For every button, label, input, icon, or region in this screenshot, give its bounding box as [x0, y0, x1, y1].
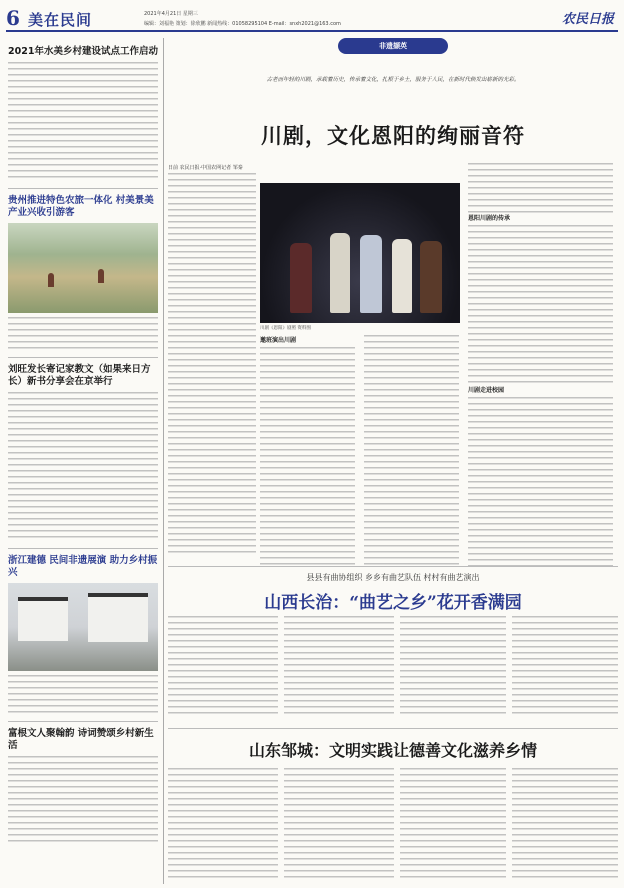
article-byline: 日前 农民日报·中国农网记者 邹秦 [168, 165, 243, 171]
divider [8, 548, 158, 549]
article-col-1 [168, 163, 256, 553]
article-col-1-body [168, 173, 256, 553]
divider [168, 566, 618, 567]
article-col-3 [364, 335, 459, 565]
divider [168, 728, 618, 729]
article-col-2 [260, 335, 355, 567]
article-col-4-body-b [468, 225, 613, 385]
main-area [168, 38, 618, 884]
headline-sichuan-opera[interactable]: 川剧，文化恩阳的绚丽音符 [261, 123, 525, 148]
shanxi-col-2 [284, 616, 394, 716]
house-shape [18, 597, 68, 641]
lead-paragraph: 古老而年轻的川剧，承载着历史，传承着文化，扎根于乡土，服务于人民，在新时代焕发出崭新的光彩。 [266, 77, 520, 83]
shanxi-col-4 [512, 616, 618, 716]
photo-caption: 川剧《恩阳》剧照 资料图 [260, 326, 311, 331]
shandong-col-2-body [284, 768, 394, 880]
left-column [8, 40, 158, 885]
left-article-4 [8, 555, 158, 715]
left-article-3-title[interactable]: 刘旺发长寄记家教文（如果来日方长）新书分享会在京举行 [8, 364, 151, 387]
left-article-1-title[interactable]: 2021年水美乡村建设试点工作启动 [8, 46, 158, 57]
section-head-1: 邀班演出川剧 [260, 337, 297, 344]
page-number: 6 [6, 6, 20, 30]
article-col-4 [468, 163, 613, 567]
section-head-3: 川剧走进校园 [468, 387, 505, 394]
shanxi-col-4-body [512, 616, 618, 716]
performer [392, 239, 412, 313]
rice-field-photo [8, 223, 158, 313]
shanxi-col-2-body [284, 616, 394, 716]
shandong-col-1 [168, 768, 278, 880]
shanxi-col-3-body [400, 616, 506, 716]
column-divider [163, 38, 164, 884]
performer [360, 235, 382, 313]
shandong-col-3 [400, 768, 506, 880]
column-banner: 非遗撷英 [338, 38, 448, 54]
page-header [6, 4, 618, 32]
divider [8, 357, 158, 358]
masthead-logo: 农民日报 [561, 12, 614, 27]
section-head-2: 恩阳川剧的传承 [468, 215, 511, 222]
left-article-2-title[interactable]: 贵州推进特色农旅一体化 村美景美产业兴收引游客 [8, 195, 154, 218]
shanxi-col-3 [400, 616, 506, 716]
left-article-5-title[interactable]: 富根文人聚翰韵 诗词赞颂乡村新生活 [8, 728, 154, 751]
article-col-3-body [364, 335, 459, 565]
performer [290, 243, 312, 313]
article-col-2-body [260, 347, 355, 567]
farmer-figure [48, 273, 54, 287]
shanxi-subtitle: 县县有曲协组织 乡乡有曲艺队伍 村村有曲艺演出 [306, 573, 480, 582]
left-article-1-body [8, 62, 158, 182]
shanxi-col-1-body [168, 616, 278, 716]
shanxi-col-1 [168, 616, 278, 716]
divider [8, 188, 158, 189]
performer [420, 241, 442, 313]
editor-line: 编辑：刘福艳 策划：徐欣鹏 新闻热线：01058295104 E-mail：snxh2021@163.com [144, 21, 341, 27]
shandong-col-4 [512, 768, 618, 880]
shandong-col-1-body [168, 768, 278, 880]
left-article-2 [8, 195, 158, 351]
farmer-figure [98, 269, 104, 283]
shandong-col-3-body [400, 768, 506, 880]
divider [8, 721, 158, 722]
issue-date: 2021年4月21日 星期三 [144, 11, 198, 17]
left-article-4-title[interactable]: 浙江建德 民间非遗展演 助力乡村振兴 [8, 555, 158, 578]
village-festival-photo [8, 583, 158, 671]
article-col-4-body-a [468, 163, 613, 213]
section-title: 美在民间 [28, 11, 93, 29]
left-article-1 [8, 46, 158, 182]
performer [330, 233, 350, 313]
article-col-4-body-c [468, 397, 613, 567]
headline-shandong-zoucheng[interactable]: 山东邹城：文明实践让德善文化滋养乡情 [248, 741, 537, 760]
left-article-2-caption [8, 317, 158, 351]
left-article-4-caption [8, 675, 158, 715]
left-article-3 [8, 364, 158, 542]
house-shape [88, 593, 148, 642]
opera-stage-photo [260, 183, 460, 323]
shandong-col-4-body [512, 768, 618, 880]
left-article-5-body [8, 756, 158, 846]
shandong-col-2 [284, 768, 394, 880]
left-article-3-body [8, 392, 158, 542]
left-article-5 [8, 728, 158, 846]
headline-shanxi-changzhi[interactable]: 山西长治：“曲艺之乡”花开香满园 [264, 593, 522, 613]
